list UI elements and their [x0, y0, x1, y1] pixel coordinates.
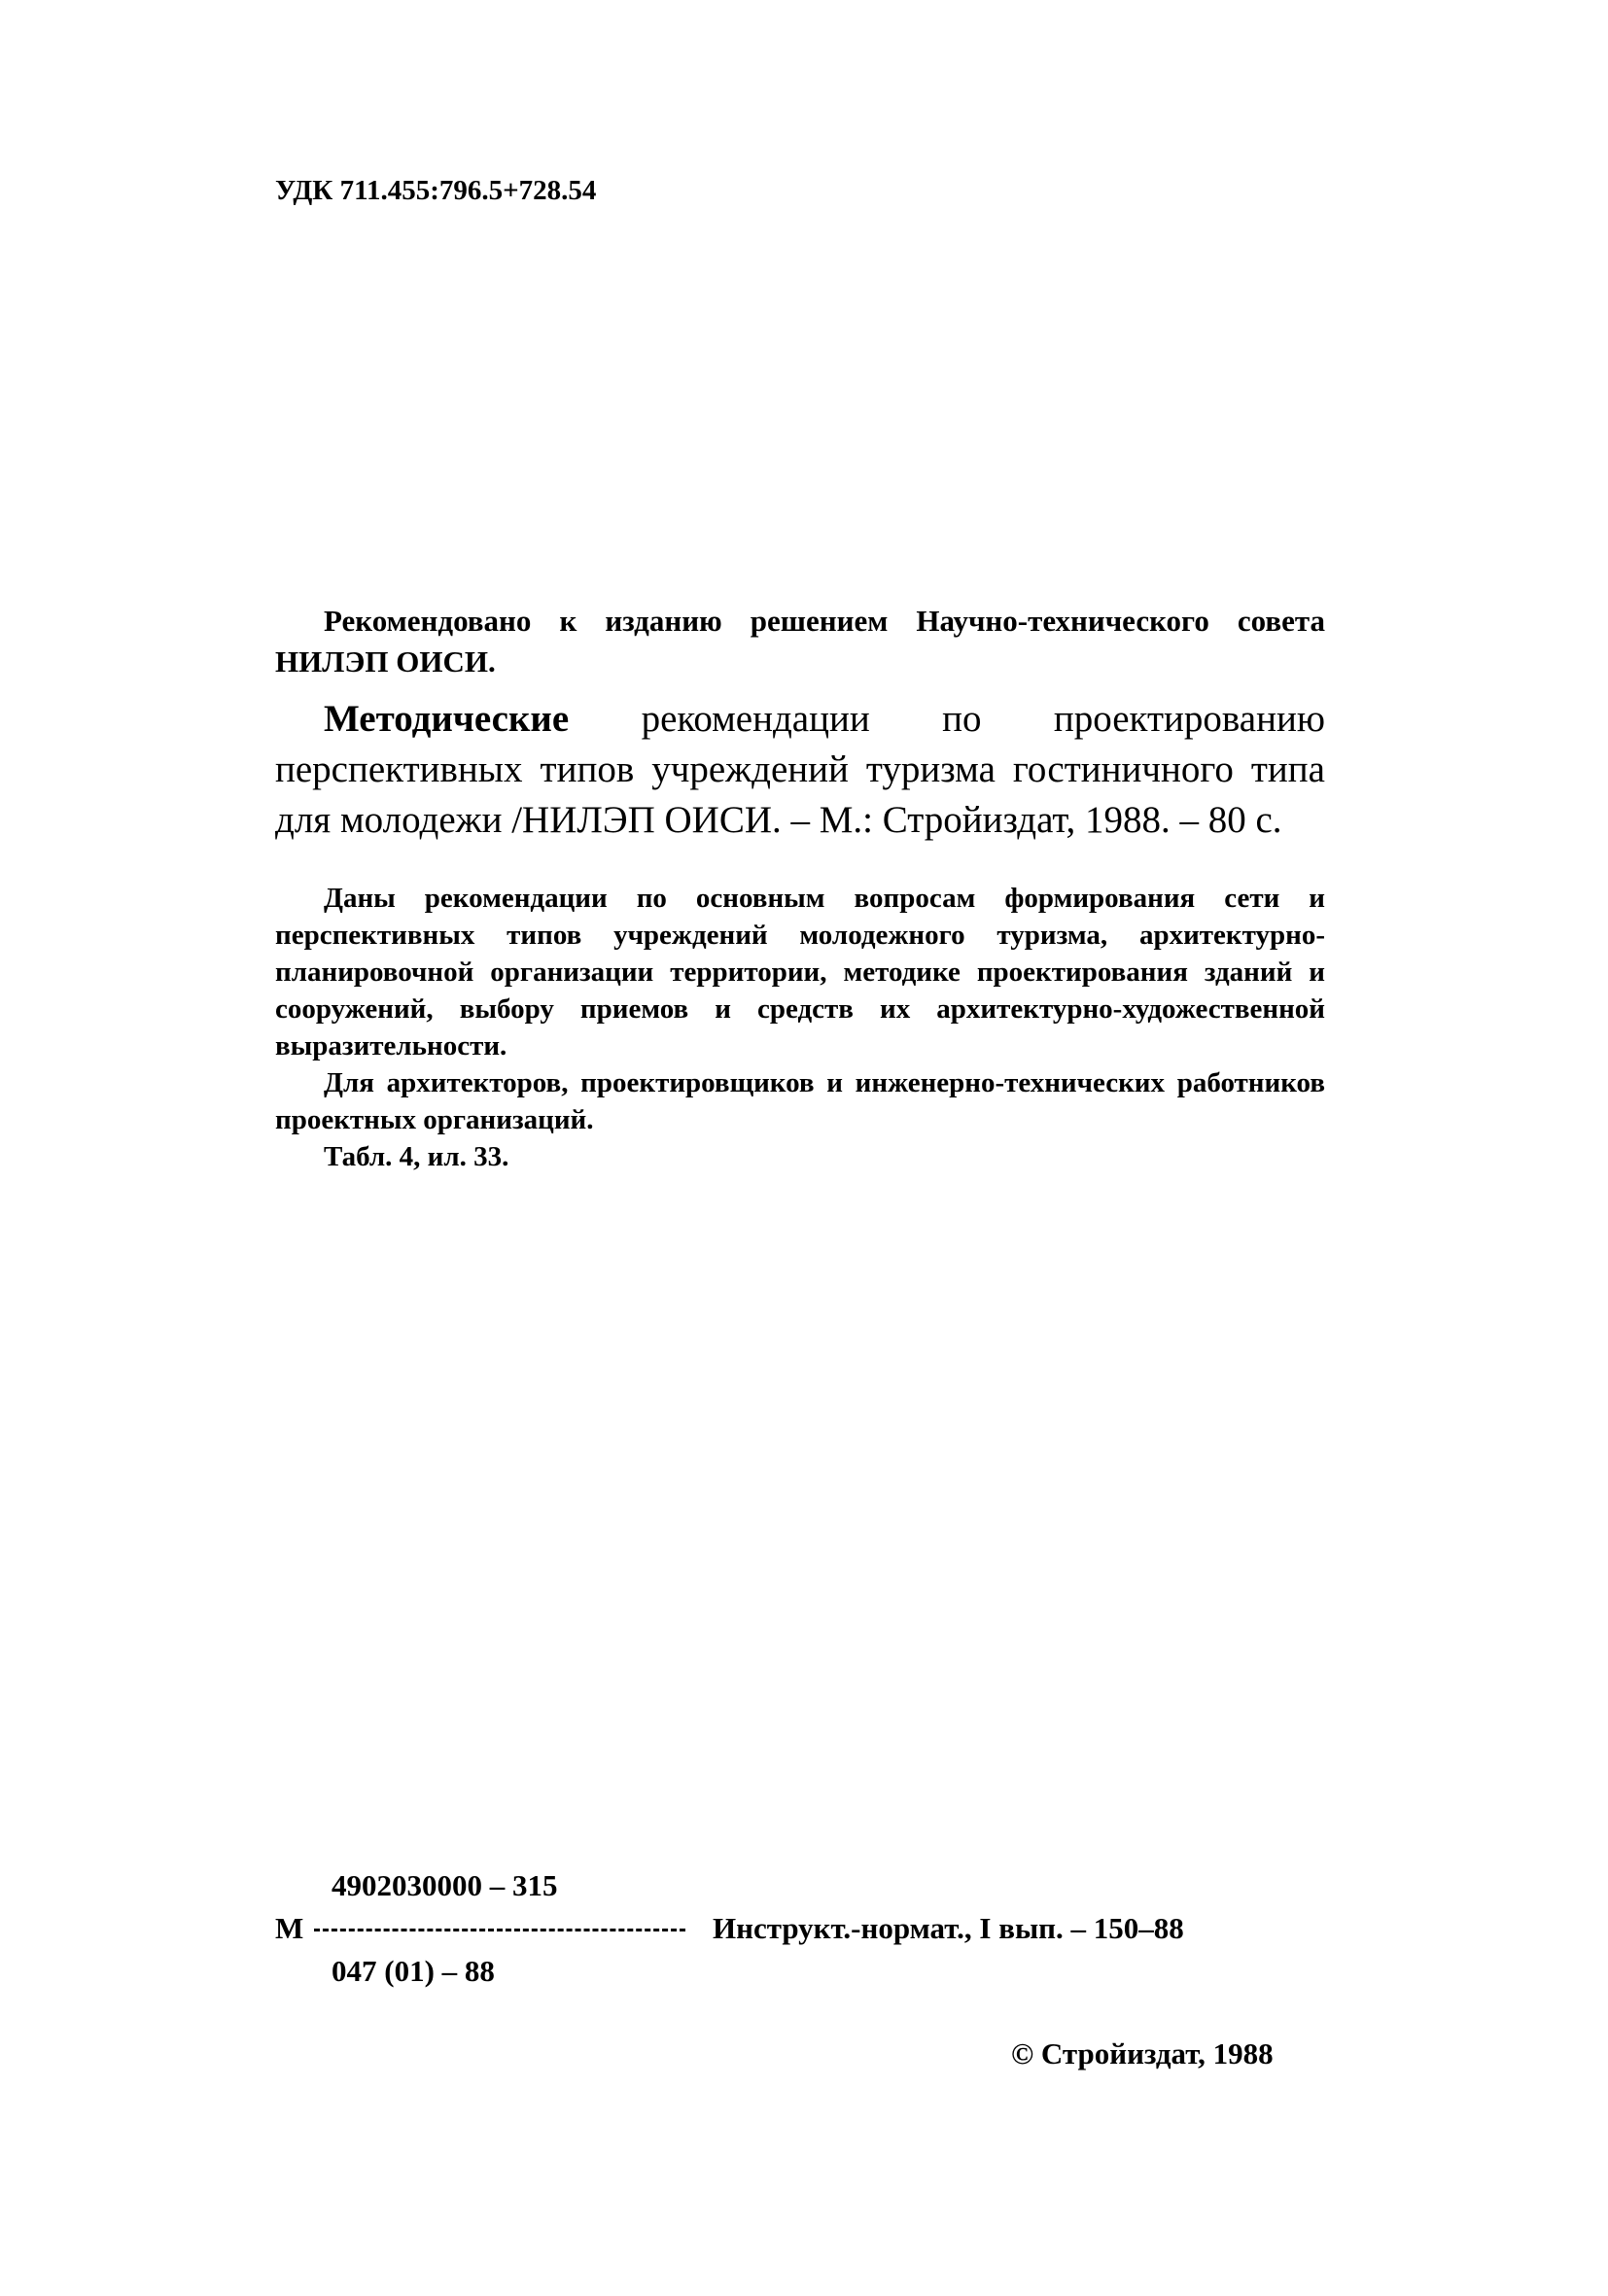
imprint-numerator: 4902030000 – 315	[332, 1868, 558, 1902]
copyright-notice: © Стройиздат, 1988	[1011, 2036, 1274, 2070]
publication-approval-note: Рекомендовано к изданию решением Научно-технического совета НИЛЭП ОИСИ.	[275, 604, 1325, 678]
annotation-summary: Даны рекомендации по основным вопросам формирования сети и перспективных типов учреждений молодежного туризма, архитектурно-планировочной организации территории, методике проектирования зданий и сооружений, выбору приемов и средств их архитектурно-художественной выразительности.	[275, 883, 1325, 1061]
annotation	[275, 880, 1325, 1175]
udk-code: УДК 711.455:796.5+728.54	[275, 175, 597, 206]
bibliographic-description	[275, 694, 1325, 846]
imprint-series: Инструкт.-нормат., I вып. – 150–88	[713, 1911, 1184, 1945]
annotation-tables-count: Табл. 4, ил. 33.	[324, 1141, 509, 1172]
imprint-fraction-line	[314, 1929, 685, 1931]
annotation-audience: Для архитекторов, проектировщиков и инженерно-технических работников проектных организаций.	[275, 1067, 1325, 1135]
bibliographic-lead-word: Методические	[324, 698, 570, 740]
imprint-denominator: 047 (01) – 88	[332, 1954, 495, 1988]
bibliographic-text: рекомендации по проектированию перспективных типов учреждений туризма гостиничного типа для молодежи /НИЛЭП ОИСИ. – М.: Стройиздат, 1988. – 80 с.	[275, 698, 1325, 841]
imprint-letter: М	[275, 1911, 304, 1945]
